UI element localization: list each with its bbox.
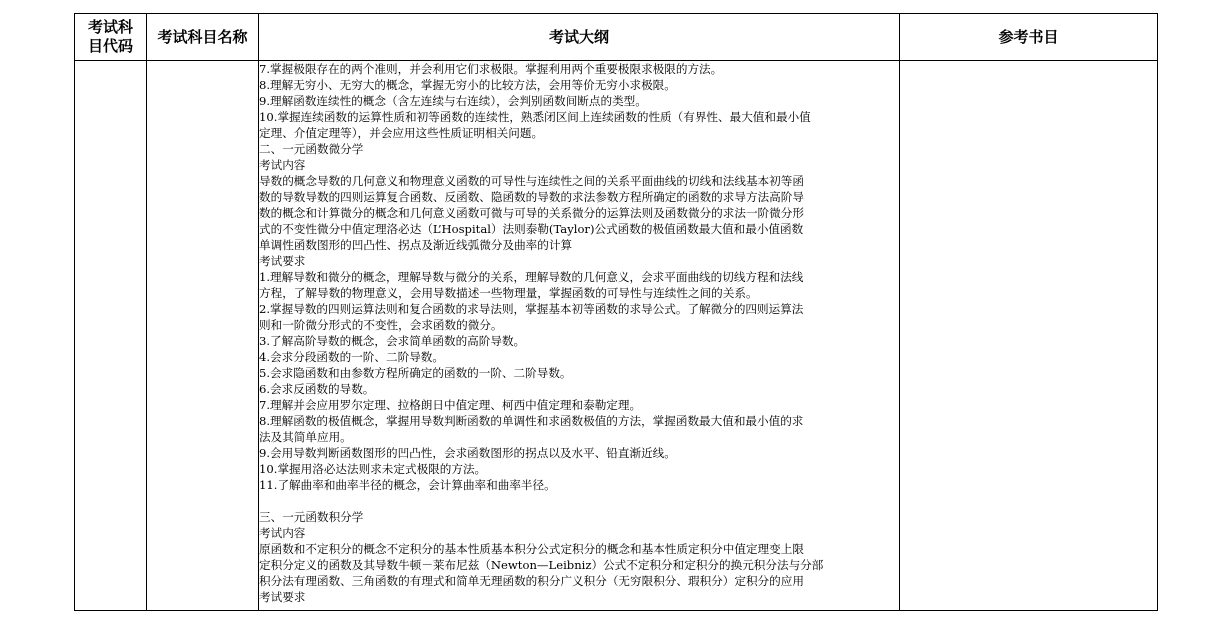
outline-line: 考试内容 (259, 526, 306, 540)
outline-line: 7.掌握极限存在的两个准则，并会利用它们求极限。掌握利用两个重要极限求极限的方法。 (259, 62, 723, 76)
header-subject-code-label: 考试科目代码 (87, 18, 133, 55)
outline-line: 方程，了解导数的物理意义，会用导数描述一些物理量，掌握函数的可导性与连续性之间的关系。 (259, 286, 758, 300)
outline-line: 积分法有理函数、三角函数的有理式和简单无理函数的积分广义积分（无穷限积分、瑕积分）定积分的应用 (259, 574, 804, 588)
outline-line: 9.会用导数判断函数图形的凹凸性，会求函数图形的拐点以及水平、铅直渐近线。 (259, 446, 676, 460)
outline-line: 法及其简单应用。 (259, 430, 352, 444)
outline-line: 原函数和不定积分的概念不定积分的基本性质基本积分公式定积分的概念和基本性质定积分中值定理变上限 (259, 542, 804, 556)
subject-code-cell (75, 61, 147, 611)
outline-line: 5.会求隐函数和由参数方程所确定的函数的一阶、二阶导数。 (259, 366, 572, 380)
exam-outline-cell (259, 61, 900, 611)
header-exam-outline: 考试大纲 (259, 14, 900, 61)
outline-line: 考试要求 (259, 254, 306, 268)
header-row (75, 14, 1158, 61)
outline-line: 1.理解导数和微分的概念，理解导数与微分的关系，理解导数的几何意义，会求平面曲线的切线方程和法线 (259, 270, 804, 284)
outline-line: 9.理解函数连续性的概念（含左连续与右连续），会判别函数间断点的类型。 (259, 94, 647, 108)
header-subject-name: 考试科目名称 (147, 14, 259, 61)
outline-line: 定积分定义的函数及其导数牛顿－莱布尼兹（Newton—Leibniz）公式不定积分和定积分的换元积分法与分部 (259, 558, 824, 572)
subject-name-cell (147, 61, 259, 611)
outline-line: 导数的概念导数的几何意义和物理意义函数的可导性与连续性之间的关系平面曲线的切线和法线基本初等函 (259, 174, 804, 188)
outline-line: 7.理解并会应用罗尔定理、拉格朗日中值定理、柯西中值定理和泰勒定理。 (259, 398, 642, 412)
outline-text (259, 61, 899, 605)
outline-line: 三、一元函数积分学 (259, 510, 364, 524)
outline-line: 式的不变性微分中值定理洛必达（L’Hospital）法则泰勒(Taylor)公式函数的极值函数最大值和最小值函数 (259, 222, 804, 236)
outline-line: 10.掌握用洛必达法则求未定式极限的方法。 (259, 462, 487, 476)
header-subject-code (75, 14, 147, 61)
syllabus-table (74, 13, 1158, 611)
header-reference-books: 参考书目 (900, 14, 1158, 61)
outline-line: 考试要求 (259, 590, 306, 604)
outline-line: 定理、介值定理等），并会应用这些性质证明相关问题。 (259, 126, 544, 140)
outline-line: 数的概念和计算微分的概念和几何意义函数可微与可导的关系微分的运算法则及函数微分的求法一阶微分形 (259, 206, 804, 220)
outline-line: 则和一阶微分形式的不变性，会求函数的微分。 (259, 318, 503, 332)
outline-line: 8.理解函数的极值概念，掌握用导数判断函数的单调性和求函数极值的方法，掌握函数最大值和最小值的求 (259, 414, 804, 428)
outline-line: 10.掌握连续函数的运算性质和初等函数的连续性，熟悉闭区间上连续函数的性质（有界性、最大值和最小值 (259, 110, 811, 124)
outline-line: 6.会求反函数的导数。 (259, 382, 375, 396)
outline-line: 8.理解无穷小、无穷大的概念，掌握无穷小的比较方法，会用等价无穷小求极限。 (259, 78, 676, 92)
outline-line: 2.掌握导数的四则运算法则和复合函数的求导法则，掌握基本初等函数的求导公式。了解微分的四则运算法 (259, 302, 804, 316)
outline-line: 数的导数导数的四则运算复合函数、反函数、隐函数的导数的求法参数方程所确定的函数的求导方法高阶导 (259, 190, 804, 204)
outline-line (259, 493, 899, 509)
reference-books-cell (900, 61, 1158, 611)
outline-line: 3.了解高阶导数的概念，会求简单函数的高阶导数。 (259, 334, 526, 348)
table-row (75, 61, 1158, 611)
outline-line: 二、一元函数微分学 (259, 142, 364, 156)
outline-line: 单调性函数图形的凹凸性、拐点及渐近线弧微分及曲率的计算 (259, 238, 573, 252)
outline-line: 考试内容 (259, 158, 306, 172)
outline-line: 4.会求分段函数的一阶、二阶导数。 (259, 350, 444, 364)
outline-line: 11.了解曲率和曲率半径的概念，会计算曲率和曲率半径。 (259, 478, 556, 492)
